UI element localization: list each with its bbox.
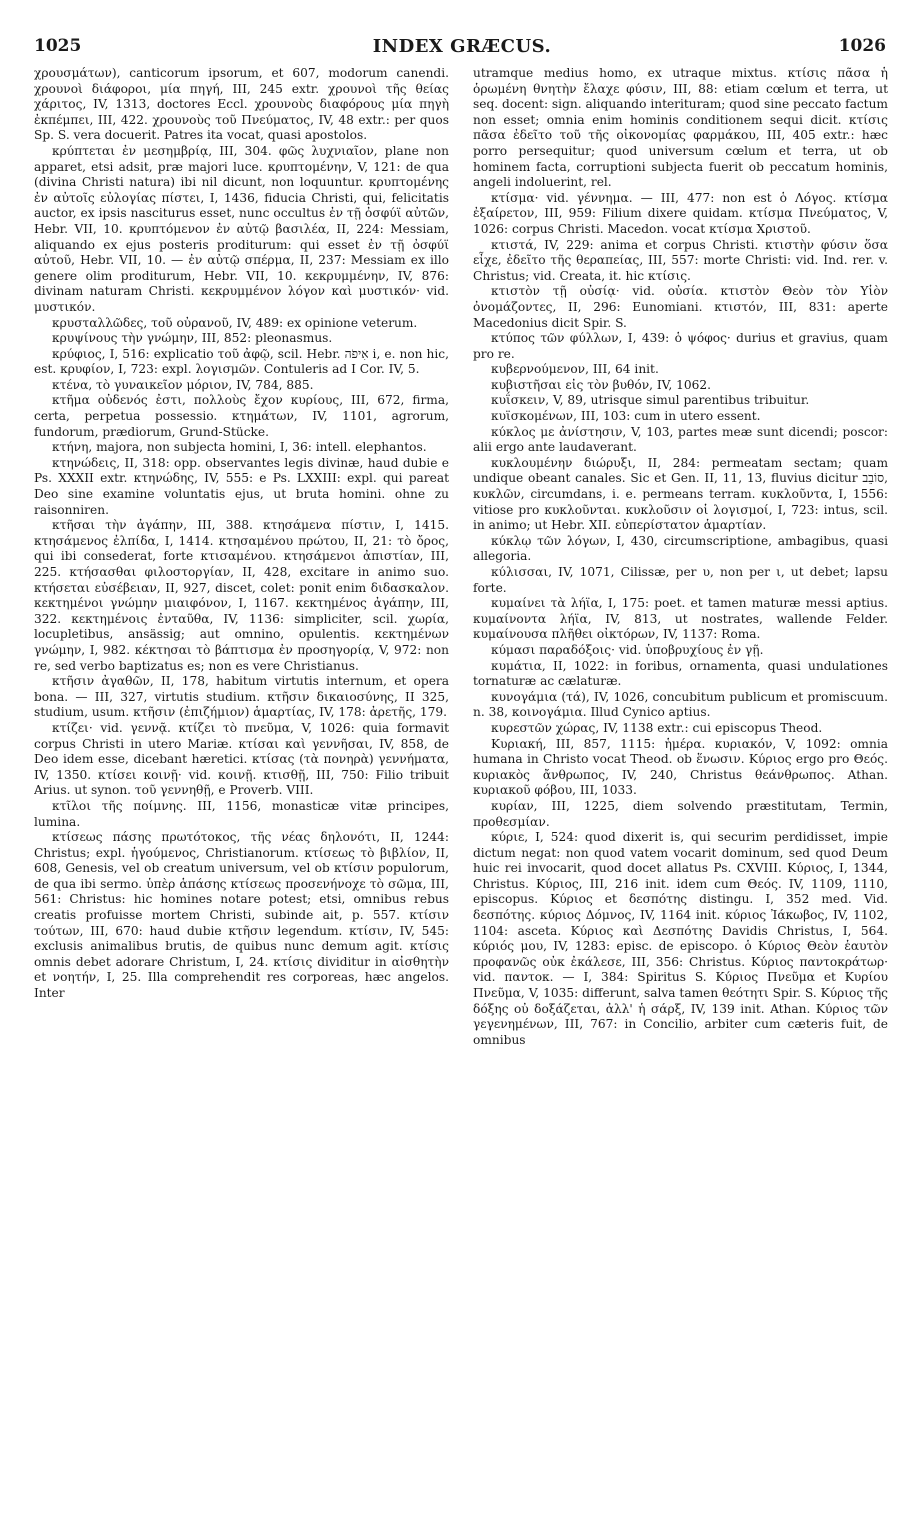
index-entry: κύκλῳ τῶν λόγων, I, 430, circumscriptione, ambagibus, quasi allegoria. xyxy=(473,533,888,564)
index-entry: κυβιστῆσαι εἰς τὸν βυθόν, IV, 1062. xyxy=(491,377,711,392)
index-entry: κύριε, I, 524: quod dixerit is, qui securim perdidisset, impie dictum negat: non quod vatem vocarit dominum, sed quod Deum huic rei invocarit, quod docet allatus Ps. CXVIII. Κύριος, I, 1344, Christus. Κύριος, III, 216 init. idem cum Θεός. IV, 1109, 1110, episcopus. Κύριος et δεσπότης distingu. I, 352 med. Vid. δεσπότης. κύριος Δόμνος, IV, 1164 init. κύριος Ἰάκωβος, IV, 1102, 1104: asceta. Κύριος καὶ Δεσπότης Davidis Christus, I, 564. κύριός μου, IV, 1283: episc. de episcopo. ὁ Κύριος Θεὸν ἑαυτὸν προφανῶς οὐκ ἐκάλεσε, III, 356: Christus. Κύριος παντοκράτωρ· vid. παντοκ. — I, 384: Spiritus S. Κύριος Πνεῦμα et Κυρίου Πνεῦμα, V, 1035: differunt, salva tamen θεότητι Spir. S. Κύριος τῆς δόξης οὐ δοξάζεται, ἀλλ' ἡ σάρξ, IV, 139 init. Athan. Κύριος τῶν γεγενημένων, III, 767: in Concilio, arbiter cum cæteris fuit, de omnibus xyxy=(473,830,888,1047)
index-entry: utramque medius homo, ex utraque mixtus. κτίσις πᾶσα ἡ ὁρωμένη θνητὴν ἔλαχε φύσιν, III, 88: etiam cœlum et terra, ut seq. docent: sign. aliquando interituram; quod sine peccato factum non esset; omnia enim hominis conditionem sequi dicit. κτίσις πᾶσα ἐδεῖτο τοῦ τῆς οἰκονομίας φαρμάκου, III, 405 extr.: hæc porro persequitur; quod universum cœlum et terra, ut ob hominem facta, corruptioni subjecta fuerit ob peccatum hominis, angeli indoluerint, rel. xyxy=(473,66,888,190)
index-entry: κυΐσκειν, V, 89, utrisque simul parentibus tribuitur. xyxy=(491,393,810,408)
index-entry: κτῖλοι τῆς ποίμνης. III, 1156, monasticæ vitæ principes, lumina. xyxy=(34,798,449,829)
index-entry: κρυσταλλῶδες, τοῦ οὐρανοῦ, IV, 489: ex opinione veterum. xyxy=(52,315,418,330)
index-entry: κυβερνούμενον, III, 64 init. xyxy=(491,362,659,377)
index-entry: κτήνη, majora, non subjecta homini, I, 36: intell. elephantos. xyxy=(52,440,427,455)
index-entry: κτῆσαι τὴν ἀγάπην, III, 388. κτησάμενα πίστιν, I, 1415. κτησάμενος ἐλπίδα, I, 1414. κτησαμένου πρώτου, II, 21: τὸ ὄρος, qui ibi consederat, forte κτισαμένου. κτησάμενοι ἀπιστίαν, III, 225. κτήσασθαι φιλοστοργίαν, II, 428, excitare in animo suo. κτήσεται εὐσέβειαν, II, 927, discet, colet: ponit enim διδασκαλον. κεκτημένοι γνώμην μιαιφόνον, I, 1167. κεκτημένος ἀγάπην, III, 322. κεκτημένοις ἐνταῦθα, IV, 1136: simpliciter, scil. χωρία, locupletibus, ansässig; aut omnino, opulentis. κεκτημένων γνώμην, I, 982. κέκτησαι τὸ βάπτισμα ἐν προσηγορίᾳ, V, 972: non re, sed verbo baptizatus es; non es vere Christianus. xyxy=(34,518,449,673)
index-entry: χρουσμάτων), canticorum ipsorum, et 607, modorum canendi. χρουνοὶ διάφοροι, μία πηγή, III, 245 extr. χρουνοὶ τῆς θείας χάριτος, IV, 1313, doctores Eccl. χρουνοὺς διαφόρους μία πηγὴ ἐκπέμπει, III, 422. χρουνοὺς τοῦ Πνεύματος, IV, 48 extr.: per quos Sp. S. vera docuerit. Patres ita vocat, quasi apostolos. xyxy=(34,66,449,143)
index-entry: κύκλος με ἀνίστησιν, V, 103, partes meæ sunt dicendi; poscor: alii ergo ante laudaverant. xyxy=(473,424,888,455)
running-title: INDEX GRÆCUS. xyxy=(372,36,552,57)
index-entry: κτύπος τῶν φύλλων, I, 439: ὁ ψόφος· durius et gravius, quam pro re. xyxy=(473,331,888,361)
page-number-left: 1025 xyxy=(34,36,82,56)
index-entry: κτιστά, IV, 229: anima et corpus Christi. κτιστὴν φύσιν ὅσα εἶχε, ἐδεῖτο τῆς θεραπείας, III, 557: morte Christi: vid. Ind. rer. v. Christus; vid. Creata, it. hic κτίσις. xyxy=(473,237,888,283)
index-entry: κτῆσιν ἀγαθῶν, II, 178, habitum virtutis internum, et opera bona. — III, 327, virtutis studium. κτῆσιν δικαιοσύνης, II 325, studium, usum. κτῆσιν (ἐπιζήμιον) ἁμαρτίας, IV, 178: ἀρετῆς, 179. xyxy=(34,674,449,720)
index-entry: κρύφιος, I, 516: explicatio τοῦ ἀφῷ, scil. Hebr. אִיפֹה i, e. non hic, est. κρυφίον, I, 723: expl. λογισμῶν. Contuleris ad I Cor. IV, 5. xyxy=(34,346,449,377)
index-entry: κτιστὸν τῇ οὐσίᾳ· vid. οὐσία. κτιστὸν Θεὸν τὸν Υἱὸν ὀνομάζοντες, II, 296: Eunomiani. κτιστόν, III, 831: aperte Macedonius dicit Spir. S. xyxy=(473,284,888,330)
index-entry: κτίσεως πάσης πρωτότοκος, τῆς νέας δηλονότι, II, 1244: Christus; expl. ἡγούμενος, Christianorum. κτίσεως τὸ βιβλίον, II, 608, Genesis, vel ob creatum universum, vel ob κτίσιν populorum, de qua ibi sermo. ὑπὲρ ἁπάσης κτίσεως προσενήνοχε τὸ σῶμα, III, 561: Christus: hic homines notare potest; etsi, omnibus rebus creatis profuisse mortem Christi, subinde ait, p. 557. κτίσιν τούτων, III, 670: haud dubie κτῆσιν legendum. κτίσιν, IV, 545: exclusis animalibus brutis, de quibus nunc demum agit. κτίσις omnis debet adorare Christum, I, 24. κτίσις dividitur in αἰσθητὴν et νοητήν, I, 25. Illa comprehendit res corporeas, hæc angelos. Inter xyxy=(34,830,449,1001)
page-header xyxy=(0,0,924,62)
index-entry: κυϊσκομένων, III, 103: cum in utero essent. xyxy=(491,409,761,424)
index-entry: κυμαίνει τὰ λήϊα, I, 175: poet. et tamen maturæ messi aptius. κυμαίνοντα λήϊα, IV, 813, ut nostrates, wallende Felder. κυμαίνουσα πλῆθει οἰκτόρων, IV, 1137: Roma. xyxy=(473,596,888,642)
index-entry: κρύπτεται ἐν μεσημβρίᾳ, III, 304. φῶς λυχνιαῖον, plane non apparet, etsi adsit, præ majori luce. κρυπτομένην, V, 121: de qua (divina Christi natura) ibi nil dicunt, non loquuntur. κρυπτομένης ἐν αὐτοῖς εὐλογίας πίστει, I, 1436, fiducia Christi, qui, felicitatis auctor, ex ipsis nasciturus esset, nunc occultus ἐν τῇ ὀσφύϊ αὐτῶν, Hebr. VII, 10. κρυπτόμενον ἐν αὐτῷ βασιλέα, II, 224: Messiam, aliquando ex ejus posteris proditurum: qui esset ἐν τῇ ὀσφύϊ αὐτοῦ, Hebr. VII, 10. — ἐν αὐτῷ σπέρμα, II, 237: Messiam ex illo genere olim proditurum, Hebr. VII, 10. κεκρυμμένην, IV, 876: divinam naturam Christi. κεκρυμμένον λόγον καὶ μυστικόν· vid. μυστικόν. xyxy=(34,143,449,314)
index-entry: κτένα, τὸ γυναικεῖον μόριον, IV, 784, 885. xyxy=(52,377,314,392)
index-entry: κυκλουμένην διώρυξι, II, 284: permeatam sectam; quam undique obeant canales. Sic et Gen. II, 11, 13, fluvius dicitur סוֹבֵב, κυκλῶν, circumdans, i. e. permeans terram. κυκλοῦντα, I, 1556: vitiose pro κυκλοῦνται. κυκλοῦσιν οἱ λογισμοί, I, 723: intus, scil. in animo; ut Hebr. XII. εὐπερίστατον ἁμαρτίαν. xyxy=(473,455,888,533)
index-entry: κτίσμα· vid. γέννημα. — III, 477: non est ὁ Λόγος. κτίσμα ἐξαίρετον, III, 959: Filium dixere quidam. κτίσμα Πνεύματος, V, 1026: corpus Christi. Macedon. vocat κτίσμα Χριστοῦ. xyxy=(473,190,888,236)
right-column xyxy=(473,66,888,1526)
index-entry: κύλισσαι, IV, 1071, Cilissæ, per υ, non per ι, ut debet; lapsu forte. xyxy=(473,565,888,595)
index-entry: κυμάτια, II, 1022: in foribus, ornamenta, quasi undulationes tornaturæ ac cælaturæ. xyxy=(473,658,888,689)
index-entry: κρυψίνους τὴν γνώμην, III, 852: pleonasmus. xyxy=(52,331,333,346)
index-entry: κτῆμα οὐδενός ἐστι, πολλοὺς ἔχον κυρίους, III, 672, firma, certa, perpetua possessio. κτημάτων, IV, 1101, agrorum, fundorum, prædiorum, Grund-Stücke. xyxy=(34,393,449,439)
index-entry: κύμασι παραδόξοις· vid. ὑποβρυχίους ἐν γῇ. xyxy=(491,642,764,657)
index-entry: κτηνώδεις, II, 318: opp. observantes legis divinæ, haud dubie e Ps. XXXII extr. κτηνώδης, IV, 555: e Ps. LXXIII: expl. qui pareat Deo sine examine voluntatis ejus, ut bruta homini. ohne zu raisonniren. xyxy=(34,455,449,517)
page-number-right: 1026 xyxy=(838,36,886,56)
left-column xyxy=(34,66,449,1526)
index-entry: κυνογάμια (τά), IV, 1026, concubitum publicum et promiscuum. n. 38, κοινογάμια. Illud Cynico aptius. xyxy=(473,689,888,720)
index-entry: κυρίαν, III, 1225, diem solvendo præstitutam, Termin, προθεσμίαν. xyxy=(473,798,888,829)
index-entry: Κυριακή, III, 857, 1115: ἡμέρα. κυριακόν, V, 1092: omnia humana in Christo vocat Theod. ob ἕνωσιν. Κύριος ergo pro Θεός. κυριακὸς ἄνθρωπος, IV, 240, Christus θεάνθρωπος. Athan. κυριακοῦ φόβου, III, 1033. xyxy=(473,736,888,798)
index-entry: κυρεστῶν χώρας, IV, 1138 extr.: cui episcopus Theod. xyxy=(491,720,823,735)
index-entry: κτίζει· vid. γεννᾷ. κτίζει τὸ πνεῦμα, V, 1026: quia formavit corpus Christi in utero Mariæ. κτίσαι καὶ γεννῆσαι, IV, 858, de Deo idem esse, dicebant hæretici. κτίσας (τὰ πονηρὰ) γεννήματα, IV, 1350. κτίσει κοινῇ· vid. κοινῇ. κτισθῇ, III, 750: Filio tribuit Arius. ut synon. τοῦ γεννηθῇ, e Proverb. VIII. xyxy=(34,720,449,798)
